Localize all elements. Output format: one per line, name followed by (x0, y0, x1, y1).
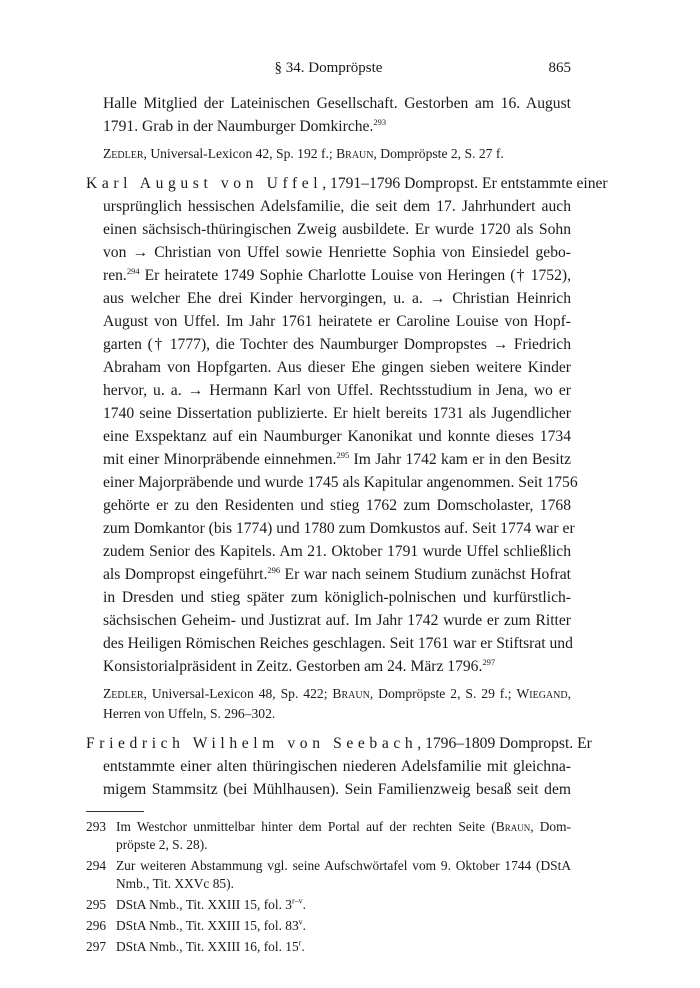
text-line: 1740 seine Dissertation publizierte. Er hielt bereits 1731 als Jugendlicher (103, 405, 571, 422)
text-line: eine Exspektanz auf ein Naumburger Kanonikat und konnte dieses 1734 (103, 428, 571, 445)
footnote-295 (86, 896, 571, 914)
entry-heading-line: Friedrich Wilhelm von Seebach, 1796–1809 Dompropst. Er (86, 735, 592, 752)
text-line: migem Stammsitz (bei Mühlhausen). Sein Familienzweig besaß seit dem (103, 781, 571, 798)
text-line: zudem Senior des Kapitels. Am 21. Oktober 1791 wurde Uffel schließlich (103, 543, 571, 560)
footnote-text: Zur weiteren Abstammung vgl. seine Aufschwörtafel vom 9. Oktober 1744 (DStA (116, 858, 571, 873)
page-number: 865 (548, 60, 571, 76)
footnote-number: 293 (86, 819, 107, 834)
source-citation: Zedler, Universal-Lexicon 48, Sp. 422; Braun, Dompröpste 2, S. 29 f.; Wiegand, (103, 686, 571, 701)
running-title: § 34. Dompröpste (274, 60, 383, 76)
footnote-number: 295 (86, 897, 107, 912)
text-line: einer Majorpräbende und wurde 1745 als Kapitular angenommen. Seit 1756 (103, 474, 578, 491)
footnote-text: DStA Nmb., Tit. XXIII 15, fol. 3$^{r-v}$. (116, 896, 306, 912)
text-line: einen sächsisch-thüringischen Zweig ausbildete. Er wurde 1720 als Sohn (103, 221, 571, 238)
text-line: 1791. Grab in der Naumburger Domkirche.$^{293}$ (103, 116, 387, 135)
source-citation-cont: Herren von Uffeln, S. 296–302. (103, 706, 276, 721)
text-line: Konsistorialpräsident in Zeitz. Gestorben am 24. März 1796.$^{297}$ (103, 656, 496, 675)
text-line: ursprünglich hessischen Adelsfamilie, die seit dem 17. Jahrhundert auch (103, 198, 571, 215)
footnote-293-cont: pröpste 2, S. 28). (116, 837, 208, 852)
footnote-ref: 294 (126, 265, 140, 276)
source-citation: Zedler, Universal-Lexicon 42, Sp. 192 f.; Braun, Dompröpste 2, S. 27 f. (103, 146, 504, 161)
footnote-text: Im Westchor unmittelbar hinter dem Portal auf der rechten Seite (Braun, Dom- (116, 819, 571, 834)
text-line: zum Domkantor (bis 1774) und 1780 zum Domkustos auf. Seit 1774 war er (103, 520, 575, 537)
text-line: von → Christian von Uffel sowie Henriette Sophia von Einsiedel gebo- (103, 244, 571, 261)
text-line: in Dresden und stieg später zum königlich-polnischen und kurfürstlich- (103, 589, 571, 606)
footnote-ref: 297 (482, 656, 496, 667)
text-line: August von Uffel. Im Jahr 1761 heiratete er Caroline Louise von Hopf- (103, 313, 571, 330)
text-line: Abraham von Hopfgarten. Aus dieser Ehe gingen sieben weitere Kinder (103, 359, 571, 376)
text-line: aus welcher Ehe drei Kinder hervorgingen, u. a. → Christian Heinrich (103, 290, 571, 307)
text-line: mit einer Minorpräbende einnehmen.$^{295}$ Im Jahr 1742 kam er in den Besitz (103, 449, 571, 468)
footnote-294-cont: Nmb., Tit. XXVc 85). (116, 876, 234, 891)
running-header (86, 60, 571, 82)
footnote-text: DStA Nmb., Tit. XXIII 15, fol. 83$^v$. (116, 917, 307, 933)
text-line: gehörte er zu den Residenten und stieg 1762 zum Domscholaster, 1768 (103, 497, 571, 514)
footnote-294 (86, 857, 571, 875)
footnote-297 (86, 938, 571, 956)
footnote-ref: 296 (267, 564, 281, 575)
text-line: ren.$^{294}$ Er heiratete 1749 Sophie Charlotte Louise von Heringen († 1752), (103, 265, 571, 284)
footnote-293 (86, 818, 571, 836)
text-line: des Heiligen Römischen Reiches geschlagen. Seit 1761 war er Stiftsrat und (103, 635, 573, 652)
footnote-number: 297 (86, 939, 107, 954)
footnote-ref: 295 (336, 449, 350, 460)
text-line: hervor, u. a. → Hermann Karl von Uffel. Rechtsstudium in Jena, wo er (103, 382, 571, 399)
footnote-296 (86, 917, 571, 935)
entry-heading-line: Karl August von Uffel, 1791–1796 Dompropst. Er entstammte einer (86, 175, 608, 192)
footnote-text: DStA Nmb., Tit. XXIII 16, fol. 15$^r$. (116, 938, 305, 954)
footnote-divider (86, 811, 144, 812)
person-name: Friedrich Wilhelm von Seebach (86, 735, 418, 752)
footnote-number: 296 (86, 918, 107, 933)
text-line: Halle Mitglied der Lateinischen Gesellschaft. Gestorben am 16. August (103, 95, 571, 112)
text-line: sächsischen Geheim- und Justizrat auf. Im Jahr 1742 wurde er zum Ritter (103, 612, 571, 629)
text-line: als Dompropst eingeführt.$^{296}$ Er war nach seinem Studium zunächst Hofrat (103, 564, 571, 583)
text-line: entstammte einer alten thüringischen niederen Adelsfamilie mit gleichna- (103, 758, 571, 775)
footnote-number: 294 (86, 858, 107, 873)
text-line: garten († 1777), die Tochter des Naumburger Dompropstes → Friedrich (103, 336, 571, 353)
footnote-ref: 293 (373, 116, 387, 127)
person-name: Karl August von Uffel (86, 175, 323, 192)
